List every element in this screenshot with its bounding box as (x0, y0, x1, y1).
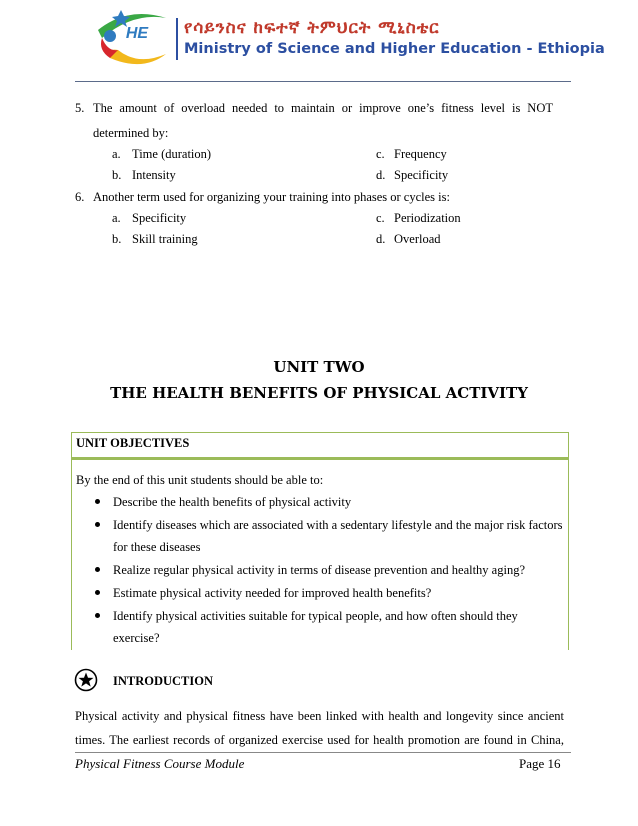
option-letter: c. (376, 211, 385, 225)
objective-item: Realize regular physical activity in terms of disease prevention and healthy aging? (113, 563, 526, 577)
unit-number: UNIT TWO (273, 358, 365, 376)
bullet-icon (95, 590, 100, 595)
footer-rule (75, 752, 571, 753)
bullet-icon (95, 499, 100, 504)
objective-item-cont: exercise? (113, 631, 160, 645)
option-letter: d. (376, 232, 386, 246)
option-text: Skill training (132, 232, 198, 246)
option-letter: d. (376, 168, 386, 182)
page-header (0, 0, 638, 78)
question-text-cont: determined by: (93, 126, 169, 140)
question-number: 6. (75, 190, 85, 204)
option-letter: a. (112, 211, 121, 225)
footer-course-title: Physical Fitness Course Module (75, 756, 245, 771)
page-number: Page 16 (519, 756, 561, 771)
bullet-icon (95, 567, 100, 572)
option-text: Overload (394, 232, 441, 246)
bullet-icon (95, 613, 100, 618)
amharic-title: የሳይንስና ከፍተኛ ትምህርት ሚኒስቴር (184, 18, 440, 38)
header-rule (75, 81, 571, 82)
introduction-text: Physical activity and physical fitness have been linked with health and longevity since ancient (75, 709, 564, 723)
logo-text: HE (125, 25, 149, 42)
option-letter: b. (112, 168, 122, 182)
question-number: 5. (75, 101, 85, 115)
option-text: Specificity (132, 211, 187, 225)
option-letter: c. (376, 147, 385, 161)
option-text: Intensity (132, 168, 176, 182)
bullet-icon (95, 522, 100, 527)
objective-item: Identify physical activities suitable for typical people, and how often should they (113, 609, 518, 623)
ministry-name: Ministry of Science and Higher Education - Ethiopia (184, 41, 605, 57)
option-text: Frequency (394, 147, 447, 161)
star-circle-icon (74, 668, 98, 692)
question-text: The amount of overload needed to maintain or improve one’s fitness level is NOT (93, 101, 553, 115)
option-text: Periodization (394, 211, 461, 225)
objectives-heading: UNIT OBJECTIVES (76, 436, 190, 450)
option-letter: a. (112, 147, 121, 161)
objectives-intro: By the end of this unit students should be able to: (76, 473, 324, 487)
objective-item: Describe the health benefits of physical activity (113, 495, 352, 509)
objectives-box-top (71, 432, 569, 433)
introduction-heading: INTRODUCTION (113, 674, 214, 688)
objective-item: Estimate physical activity needed for improved health benefits? (113, 586, 432, 600)
objectives-separator (71, 457, 569, 460)
question-text: Another term used for organizing your training into phases or cycles is: (93, 190, 450, 204)
option-letter: b. (112, 232, 122, 246)
option-text: Time (duration) (132, 147, 212, 161)
objective-item: Identify diseases which are associated with a sedentary lifestyle and the major risk factors (113, 518, 563, 532)
option-text: Specificity (394, 168, 449, 182)
objective-item-cont: for these diseases (113, 540, 201, 554)
header-divider (176, 18, 178, 60)
unit-title: THE HEALTH BENEFITS OF PHYSICAL ACTIVITY (110, 384, 528, 402)
introduction-text: times. The earliest records of organized exercise used for health promotion are found in China, (75, 733, 564, 747)
